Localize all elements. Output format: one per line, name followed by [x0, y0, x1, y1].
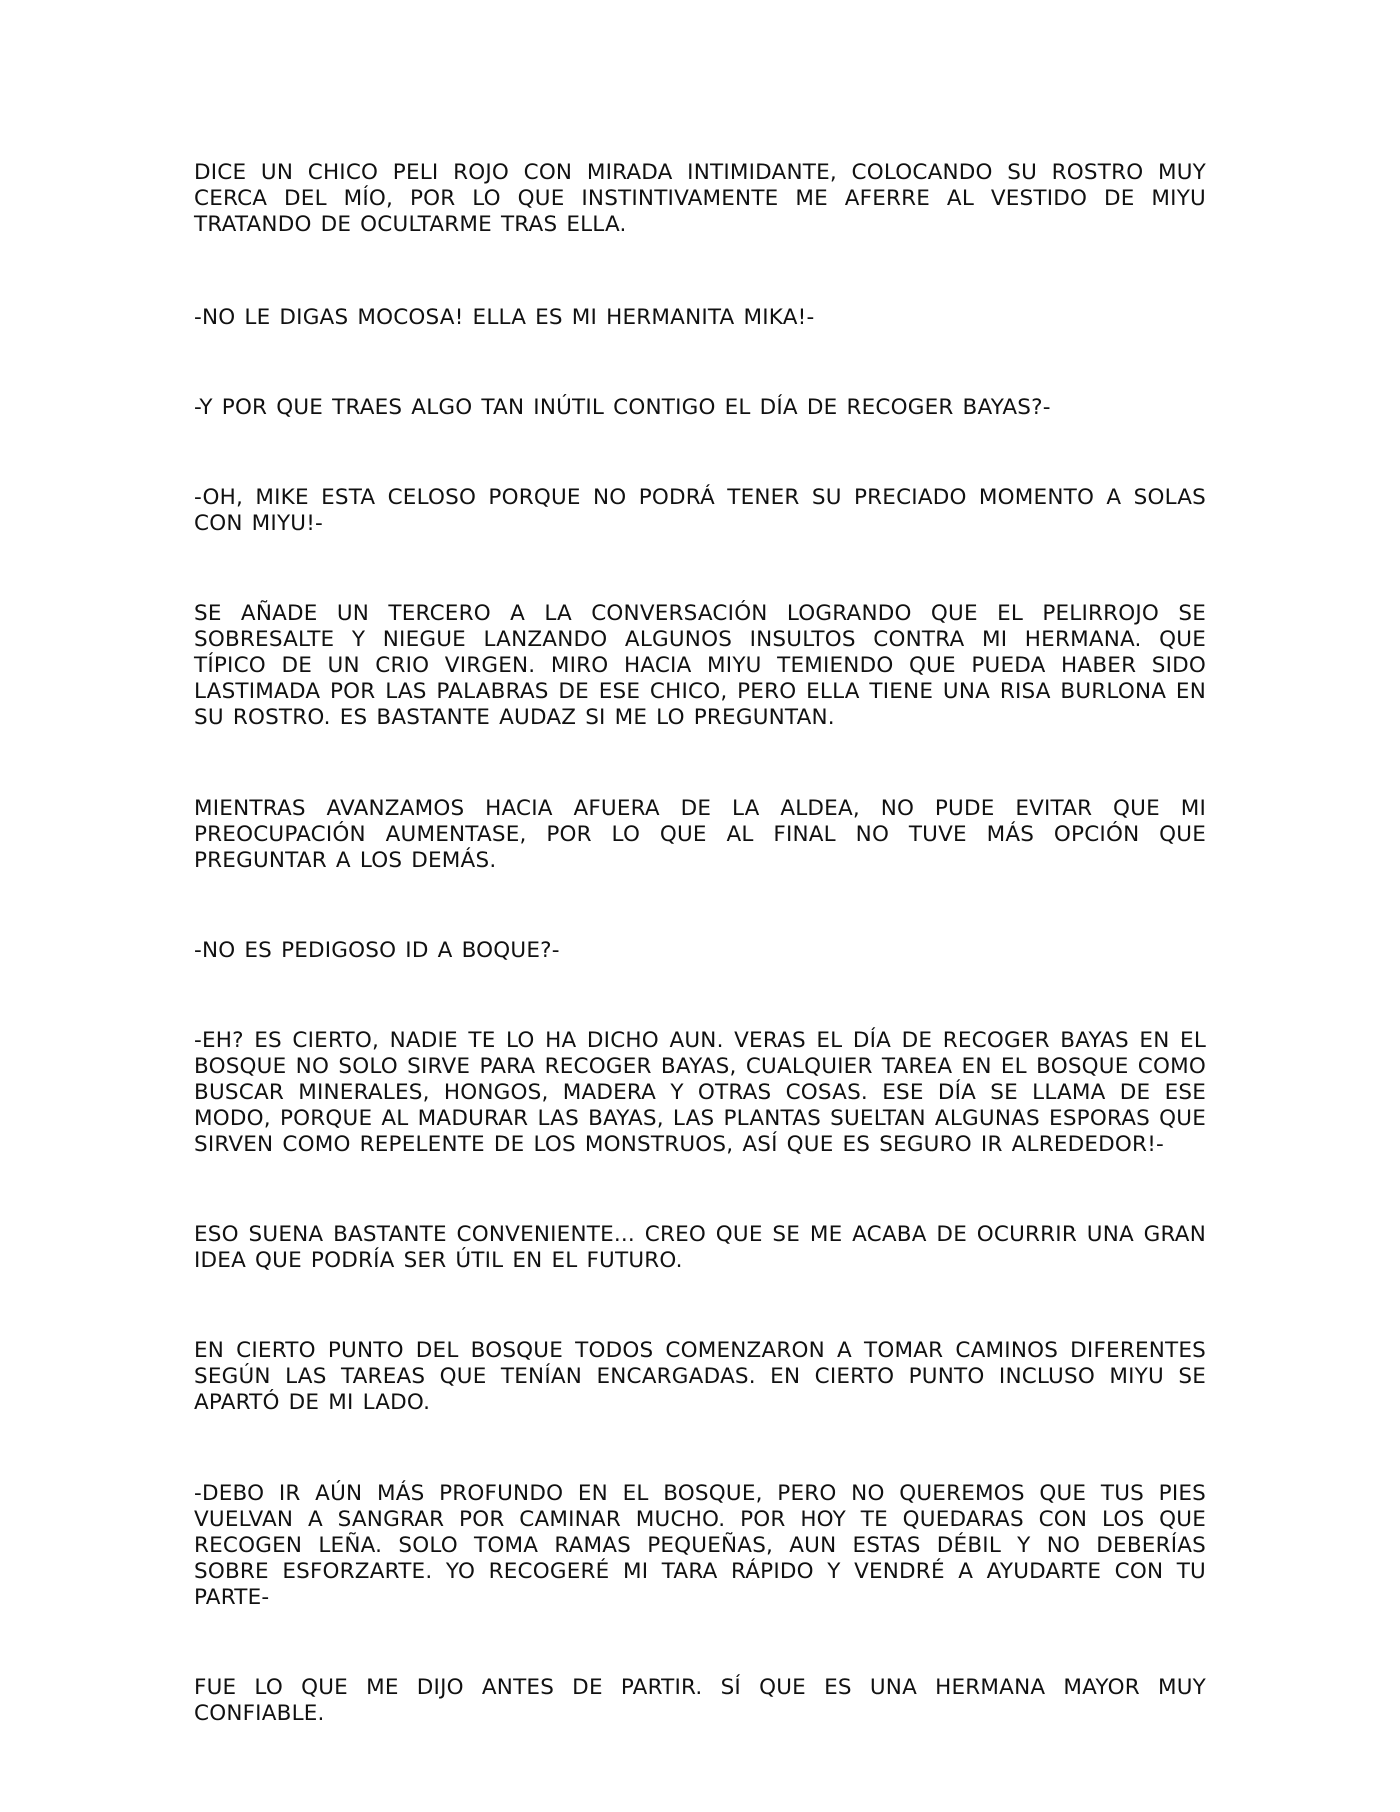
- paragraph-5: SE AÑADE UN TERCERO A LA CONVERSACIÓN LOGRANDO QUE EL PELIRROJO SE SOBRESALTE Y NIEGUE LANZANDO ALGUNOS INSULTOS CONTRA MI HERMANA. QUE TÍPICO DE UN CRIO VIRGEN. MIRO HACIA MIYU TEMIENDO QUE PUEDA HABER SIDO LASTIMADA POR LAS PALABRAS DE ESE CHICO, PERO ELLA TIENE UNA RISA BURLONA EN SU ROSTRO. ES BASTANTE AUDAZ SI ME LO PREGUNTAN.: [194, 601, 1206, 730]
- paragraph-8: -EH? ES CIERTO, NADIE TE LO HA DICHO AUN. VERAS EL DÍA DE RECOGER BAYAS EN EL BOSQUE NO SOLO SIRVE PARA RECOGER BAYAS, CUALQUIER TAREA EN EL BOSQUE COMO BUSCAR MINERALES, HONGOS, MADERA Y OTRAS COSAS. ESE DÍA SE LLAMA DE ESE MODO, PORQUE AL MADURAR LAS BAYAS, LAS PLANTAS SUELTAN ALGUNAS ESPORAS QUE SIRVEN COMO REPELENTE DE LOS MONSTRUOS, ASÍ QUE ES SEGURO IR ALREDEDOR!-: [194, 1028, 1206, 1157]
- paragraph-10: EN CIERTO PUNTO DEL BOSQUE TODOS COMENZARON A TOMAR CAMINOS DIFERENTES SEGÚN LAS TAREAS QUE TENÍAN ENCARGADAS. EN CIERTO PUNTO INCLUSO MIYU SE APARTÓ DE MI LADO.: [194, 1338, 1206, 1415]
- paragraph-9: ESO SUENA BASTANTE CONVENIENTE... CREO QUE SE ME ACABA DE OCURRIR UNA GRAN IDEA QUE PODRÍA SER ÚTIL EN EL FUTURO.: [194, 1222, 1206, 1273]
- text-column: [194, 160, 1206, 1727]
- paragraph-7: -NO ES PEDIGOSO ID A BOQUE?-: [194, 938, 560, 963]
- paragraph-6: MIENTRAS AVANZAMOS HACIA AFUERA DE LA ALDEA, NO PUDE EVITAR QUE MI PREOCUPACIÓN AUMENTASE, POR LO QUE AL FINAL NO TUVE MÁS OPCIÓN QUE PREGUNTAR A LOS DEMÁS.: [194, 796, 1206, 873]
- paragraph-2: -NO LE DIGAS MOCOSA! ELLA ES MI HERMANITA MIKA!-: [194, 305, 815, 330]
- paragraph-1: DICE UN CHICO PELI ROJO CON MIRADA INTIMIDANTE, COLOCANDO SU ROSTRO MUY CERCA DEL MÍO, POR LO QUE INSTINTIVAMENTE ME AFERRE AL VESTIDO DE MIYU TRATANDO DE OCULTARME TRAS ELLA.: [194, 160, 1206, 237]
- paragraph-12: FUE LO QUE ME DIJO ANTES DE PARTIR. SÍ QUE ES UNA HERMANA MAYOR MUY CONFIABLE.: [194, 1675, 1206, 1726]
- paragraph-11: -DEBO IR AÚN MÁS PROFUNDO EN EL BOSQUE, PERO NO QUEREMOS QUE TUS PIES VUELVAN A SANGRAR POR CAMINAR MUCHO. POR HOY TE QUEDARAS CON LOS QUE RECOGEN LEÑA. SOLO TOMA RAMAS PEQUEÑAS, AUN ESTAS DÉBIL Y NO DEBERÍAS SOBRE ESFORZARTE. YO RECOGERÉ MI TARA RÁPIDO Y VENDRÉ A AYUDARTE CON TU PARTE-: [194, 1481, 1206, 1610]
- paragraph-3: -Y POR QUE TRAES ALGO TAN INÚTIL CONTIGO EL DÍA DE RECOGER BAYAS?-: [194, 395, 1051, 420]
- paragraph-4: -OH, MIKE ESTA CELOSO PORQUE NO PODRÁ TENER SU PRECIADO MOMENTO A SOLAS CON MIYU!-: [194, 485, 1206, 536]
